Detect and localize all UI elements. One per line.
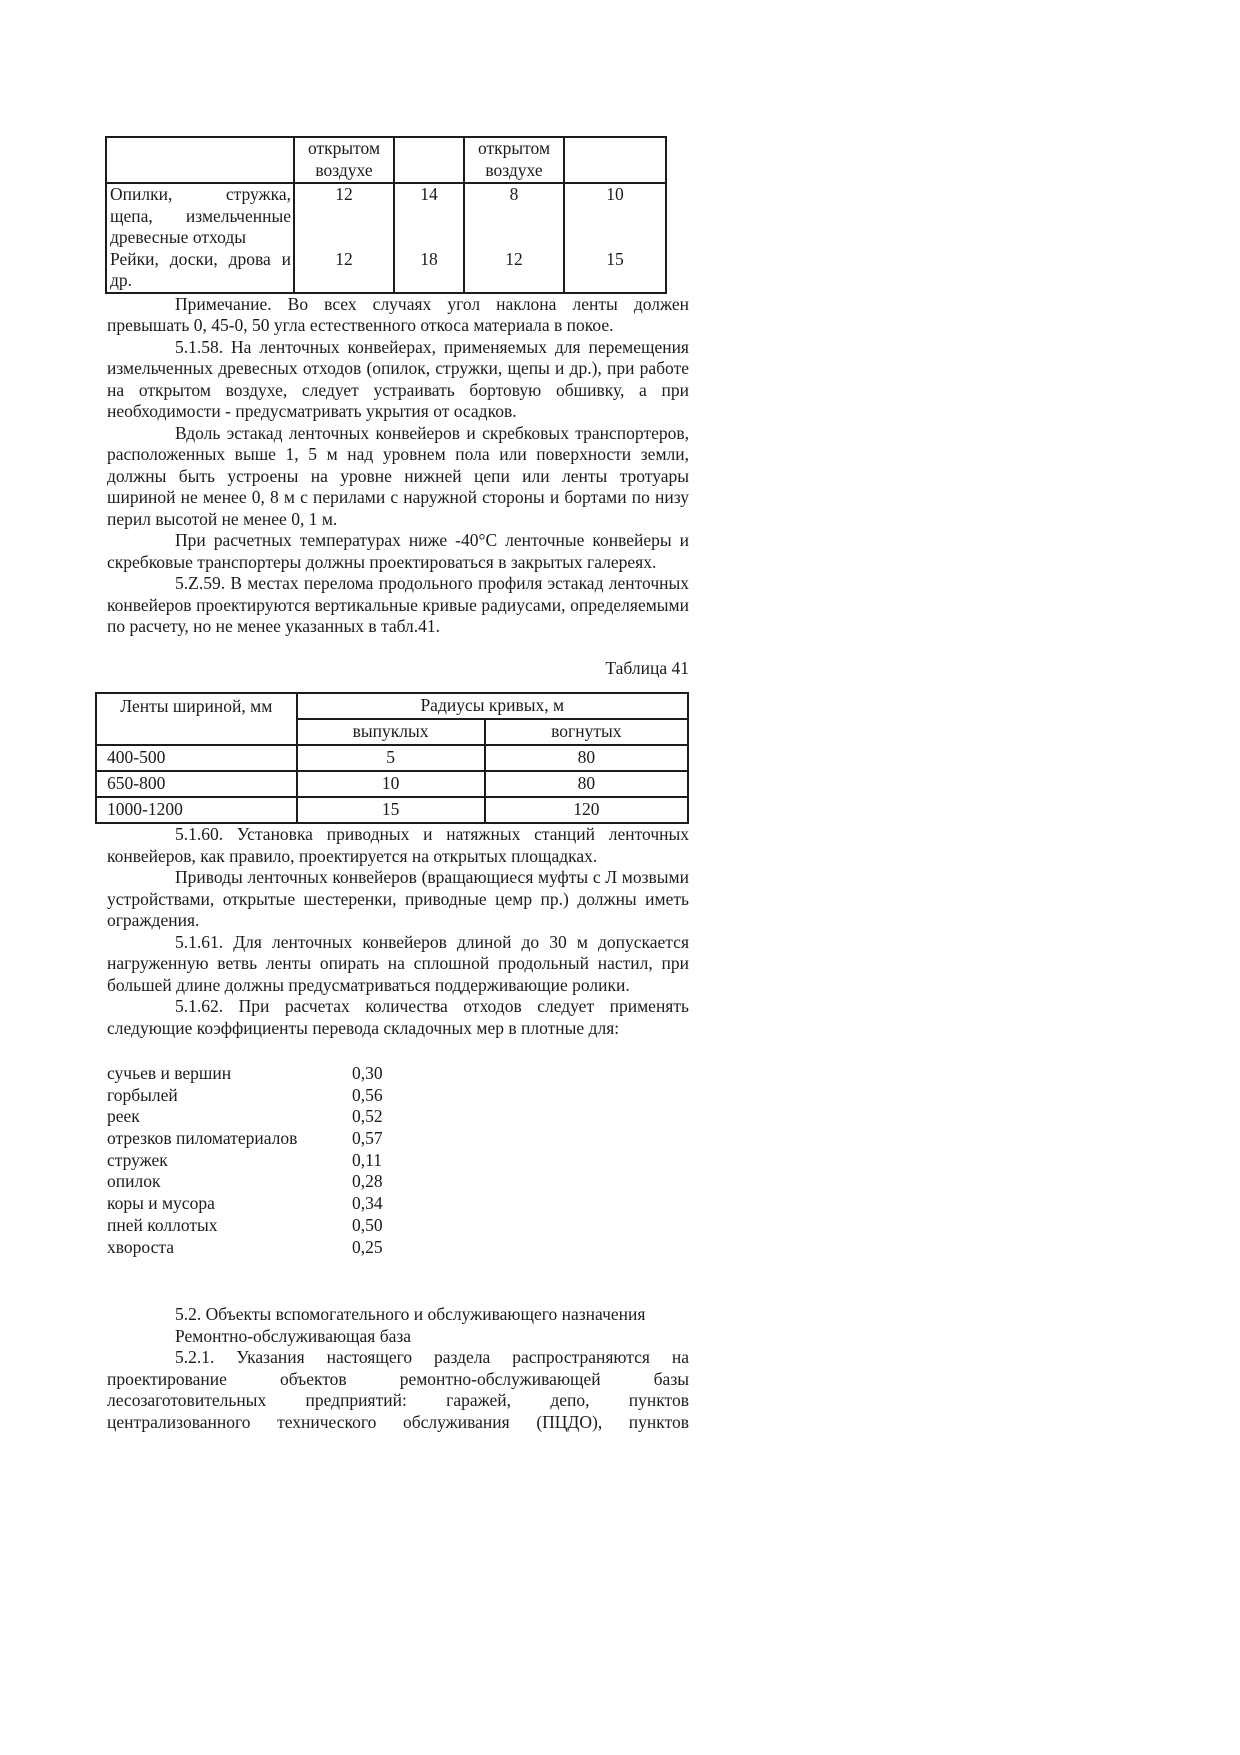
table-41-caption: Таблица 41: [605, 657, 689, 678]
material-row1-line1: Опилки, стружка,: [110, 184, 291, 204]
table-41-r2-width: 650-800: [96, 771, 297, 797]
coef-name: коры и мусора: [107, 1193, 215, 1214]
paragraph-5-z-59: 5.Z.59. В местах перелома продольного профиля эстакад ленточных конвейеров проектируются вертикальные кривые радиусами, определяемыми по расчету, но не менее указанных в табл.41.: [107, 573, 689, 636]
list-item: [107, 1106, 689, 1128]
coef-value: 0,11: [352, 1149, 382, 1170]
list-item: [107, 1063, 689, 1085]
coef-name: хвороста: [107, 1236, 174, 1257]
list-item: [107, 1215, 689, 1237]
coef-name: сучьев и вершин: [107, 1063, 232, 1083]
header-cell-empty-2: [394, 137, 464, 183]
value-row2-col4: 15: [606, 248, 624, 269]
header-cell-empty-3: [564, 137, 666, 183]
material-cell: [106, 183, 294, 293]
table-41-row-3: [96, 797, 688, 823]
list-item: [107, 1128, 689, 1150]
value-cell-col2: [394, 183, 464, 293]
table-41-r2-convex: 10: [297, 771, 485, 797]
table-41-r1-convex: 5: [297, 745, 485, 771]
coef-value: 0,56: [352, 1084, 383, 1105]
header-cell-open-air-2: открытом воздухе: [464, 137, 564, 183]
coef-value: 0,50: [352, 1214, 383, 1235]
table-41-col1-header: Ленты шириной, мм: [96, 693, 297, 745]
value-row2-col3: 12: [505, 248, 523, 269]
coef-value: 0,28: [352, 1171, 383, 1192]
material-row1-line3: древесные отходы: [110, 227, 246, 247]
value-cell-col1: [294, 183, 394, 293]
paragraph-5-1-61: 5.1.61. Для ленточных конвейеров длиной до 30 м допускается нагруженную ветвь ленты опирать на сплошной продольный настил, при большей длине должны предусматриваться поддерживающие ролики.: [107, 931, 689, 995]
value-row1-col1: 12: [335, 184, 353, 204]
list-item: [107, 1085, 689, 1107]
coef-name: горбылей: [107, 1084, 178, 1105]
list-item: [107, 1193, 689, 1215]
coef-name: опилок: [107, 1171, 161, 1192]
table-41-row-1: [96, 745, 688, 771]
list-item: [107, 1237, 689, 1259]
coef-value: 0,57: [352, 1128, 383, 1149]
coef-name: реек: [107, 1106, 140, 1127]
value-row1-col4: 10: [606, 184, 624, 204]
value-row1-col3: 8: [509, 184, 519, 204]
coef-value: 0,52: [352, 1106, 383, 1127]
material-row2-line2: др.: [110, 270, 133, 290]
coef-value: 0,25: [352, 1236, 383, 1257]
table-41-r1-concave: 80: [485, 745, 688, 771]
table-body-row: [106, 183, 666, 293]
table-41-r1-width: 400-500: [96, 745, 297, 771]
paragraph-5-1-62: 5.1.62. При расчетах количества отходов следует применять следующие коэффициенты перевода складочных мер в плотные для:: [107, 996, 689, 1038]
page-content: [107, 0, 689, 1433]
section-5-2-heading: [175, 1304, 689, 1347]
paragraph-5-2-1: 5.2.1. Указания настоящего раздела распространяются на проектирование объектов ремонтно-обслуживающей базы лесозаготовительных предприятий: гаражей, депо, пунктов централизованного технического обслуживания (ПЦДО), пунктов: [107, 1347, 689, 1432]
header-cell-open-air-1: открытом воздухе: [294, 137, 394, 183]
table-41-r2-concave: 80: [485, 771, 688, 797]
table-41-r3-width: 1000-1200: [96, 797, 297, 823]
table-41: [95, 692, 689, 824]
material-row2-line1: Рейки, доски, дрова и: [110, 248, 291, 269]
coef-name: отрезков пиломатериалов: [107, 1128, 298, 1149]
value-cell-col4: [564, 183, 666, 293]
value-cell-col3: [464, 183, 564, 293]
paragraph-raschetnye-temperatury: При расчетных температурах ниже -40°С ленточные конвейеры и скребковые транспортеры должны проектироваться в закрытых галереях.: [107, 530, 689, 572]
table-41-r3-convex: 15: [297, 797, 485, 823]
continuation-table: [105, 136, 667, 294]
table-41-row-2: [96, 771, 688, 797]
paragraph-privody: Приводы ленточных конвейеров (вращающиеся муфты с Л мозвыми устройствами, открытые шестеренки, приводные цемр пр.) должны иметь ограждения.: [107, 867, 689, 930]
material-row1-line2: щепа, измельченные: [110, 205, 291, 226]
table-41-group-header: Радиусы кривых, м: [297, 693, 688, 719]
coefficient-list: [107, 1063, 689, 1258]
coef-name: пней коллотых: [107, 1214, 218, 1235]
value-row1-col2: 14: [420, 184, 438, 204]
header-cell-empty-1: [106, 137, 294, 183]
paragraph-vdol-estakad: Вдоль эстакад ленточных конвейеров и скребковых транспортеров, расположенных выше 1, 5 м над уровнем пола или поверхности земли, должны быть устроены на уровне нижней цепи или ленты тротуары шириной не менее 0, 8 м с перилами с наружной стороны и бортами по низу перил высотой не менее 0, 1 м.: [107, 422, 689, 529]
coef-name: стружек: [107, 1149, 168, 1170]
coef-value: 0,34: [352, 1193, 383, 1214]
value-row2-col1: 12: [335, 248, 353, 269]
value-row2-col2: 18: [420, 248, 438, 269]
list-item: [107, 1150, 689, 1172]
table-41-subheader-concave: вогнутых: [485, 719, 688, 745]
table-header-row: [106, 137, 666, 183]
note-paragraph: Примечание. Во всех случаях угол наклона ленты должен превышать 0, 45-0, 50 угла естественного откоса материала в покое.: [107, 293, 689, 335]
section-5-2-title-line2: Ремонтно-обслуживающая база: [175, 1325, 412, 1346]
table-41-r3-concave: 120: [485, 797, 688, 823]
paragraph-5-1-60: 5.1.60. Установка приводных и натяжных станций ленточных конвейеров, как правило, проектируется на открытых площадках.: [107, 824, 689, 866]
paragraph-5-1-58: 5.1.58. На ленточных конвейерах, применяемых для перемещения измельченных древесных отходов (опилок, стружки, щепы и др.), при работе на открытом воздухе, следует устраивать бортовую обшивку, а при необходимости - предусматривать укрытия от осадков.: [107, 336, 689, 421]
coef-value: 0,30: [352, 1063, 383, 1083]
table-41-header-row-1: [96, 693, 688, 719]
section-5-2-title-line1: 5.2. Объекты вспомогательного и обслуживающего назначения: [175, 1304, 646, 1325]
table-41-subheader-convex: выпуклых: [297, 719, 485, 745]
list-item: [107, 1171, 689, 1193]
